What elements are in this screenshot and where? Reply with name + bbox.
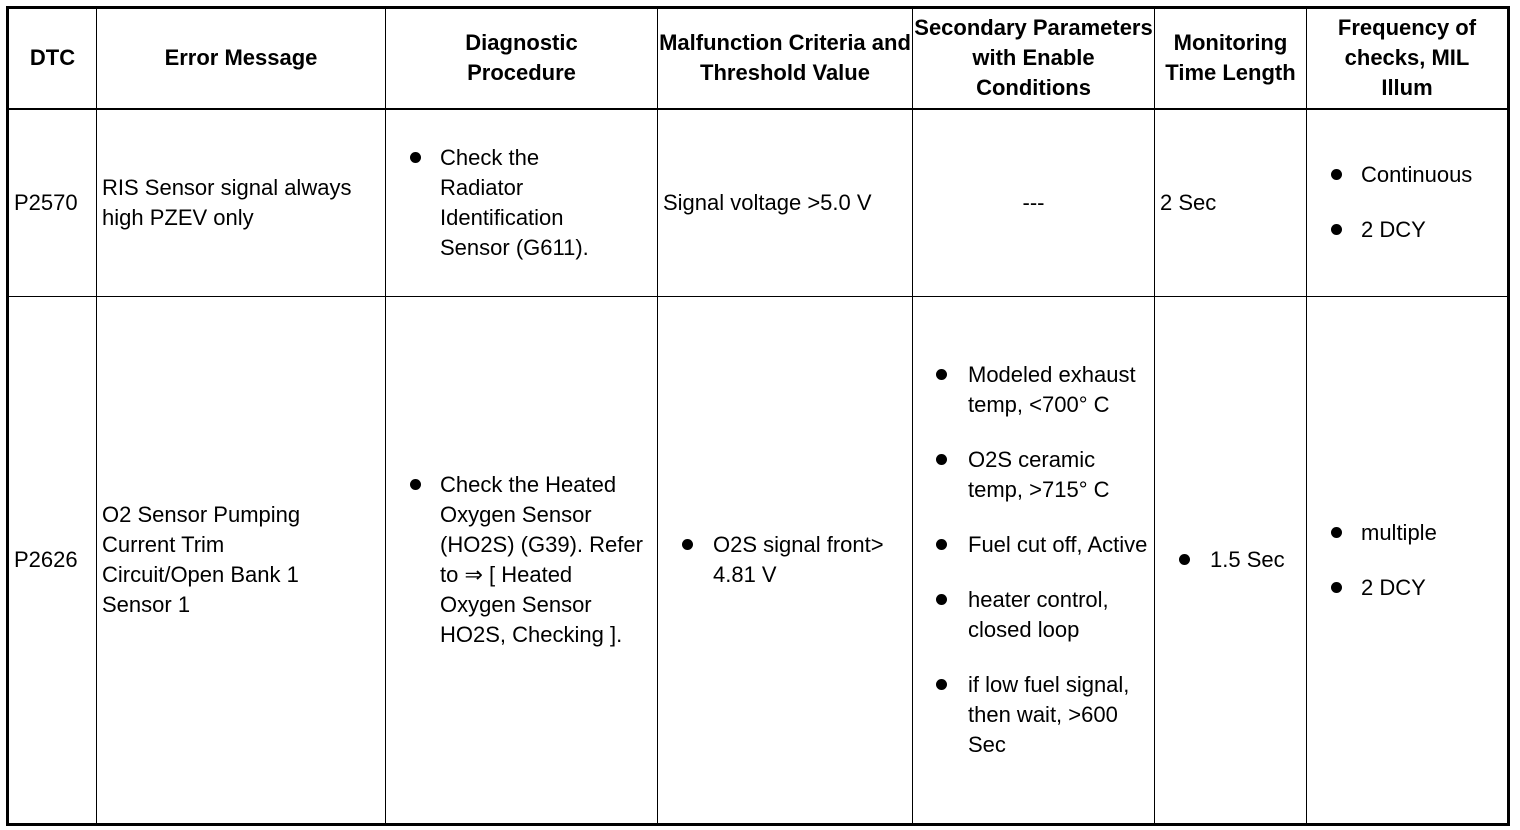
header-dtc: DTC [8, 8, 97, 109]
diagnostic-procedure [386, 109, 658, 297]
list-item: multiple [1307, 518, 1507, 548]
list-item: O2S signal front> 4.81 V [658, 530, 912, 590]
malfunction-criteria [658, 297, 913, 825]
secondary-parameters: --- [913, 109, 1155, 297]
list-item: Continuous [1307, 160, 1507, 190]
table-row [8, 297, 1509, 825]
bullet-icon [936, 369, 947, 380]
monitoring-time [1155, 297, 1307, 825]
header-secondary-parameters: Secondary Parameters with Enable Conditions [913, 8, 1155, 109]
list-item: Check the Heated Oxygen Sensor (HO2S) (G39). Refer to ⇒ [ Heated Oxygen Sensor HO2S, Checking ]. [386, 470, 647, 650]
dtc-table [6, 6, 1510, 826]
monitoring-time: 2 Sec [1155, 109, 1307, 297]
bullet-icon [1179, 554, 1190, 565]
list-item: 2 DCY [1307, 573, 1507, 603]
bullet-icon [936, 454, 947, 465]
bullet-icon [1331, 169, 1342, 180]
header-error-message: Error Message [97, 8, 386, 109]
bullet-icon [936, 679, 947, 690]
list-item: 2 DCY [1307, 215, 1507, 245]
list-item: Check the Radiator Identification Sensor (G611). [386, 143, 617, 263]
header-malfunction-criteria: Malfunction Criteria and Threshold Value [658, 8, 913, 109]
bullet-icon [682, 539, 693, 550]
list-item: Modeled exhaust temp, <700° C [913, 360, 1148, 420]
bullet-icon [1331, 582, 1342, 593]
bullet-icon [1331, 527, 1342, 538]
list-item: heater control, closed loop [913, 585, 1148, 645]
frequency [1307, 109, 1509, 297]
diagnostic-procedure [386, 297, 658, 825]
error-message: O2 Sensor Pumping Current Trim Circuit/Open Bank 1 Sensor 1 [97, 297, 386, 825]
malfunction-criteria: Signal voltage >5.0 V [658, 109, 913, 297]
dtc-code: P2570 [8, 109, 97, 297]
table-row [8, 109, 1509, 297]
error-message: RIS Sensor signal always high PZEV only [97, 109, 386, 297]
header-row [8, 8, 1509, 109]
bullet-icon [410, 479, 421, 490]
list-item: if low fuel signal, then wait, >600 Sec [913, 670, 1148, 760]
list-item: Fuel cut off, Active [913, 530, 1148, 560]
secondary-parameters [913, 297, 1155, 825]
frequency [1307, 297, 1509, 825]
bullet-icon [1331, 224, 1342, 235]
bullet-icon [936, 594, 947, 605]
bullet-icon [936, 539, 947, 550]
header-frequency: Frequency of checks, MIL Illum [1307, 8, 1509, 109]
header-monitoring-time: Monitoring Time Length [1155, 8, 1307, 109]
list-item: 1.5 Sec [1155, 545, 1306, 575]
list-item: O2S ceramic temp, >715° C [913, 445, 1148, 505]
dtc-code: P2626 [8, 297, 97, 825]
header-diagnostic-procedure: Diagnostic Procedure [386, 8, 658, 109]
bullet-icon [410, 152, 421, 163]
